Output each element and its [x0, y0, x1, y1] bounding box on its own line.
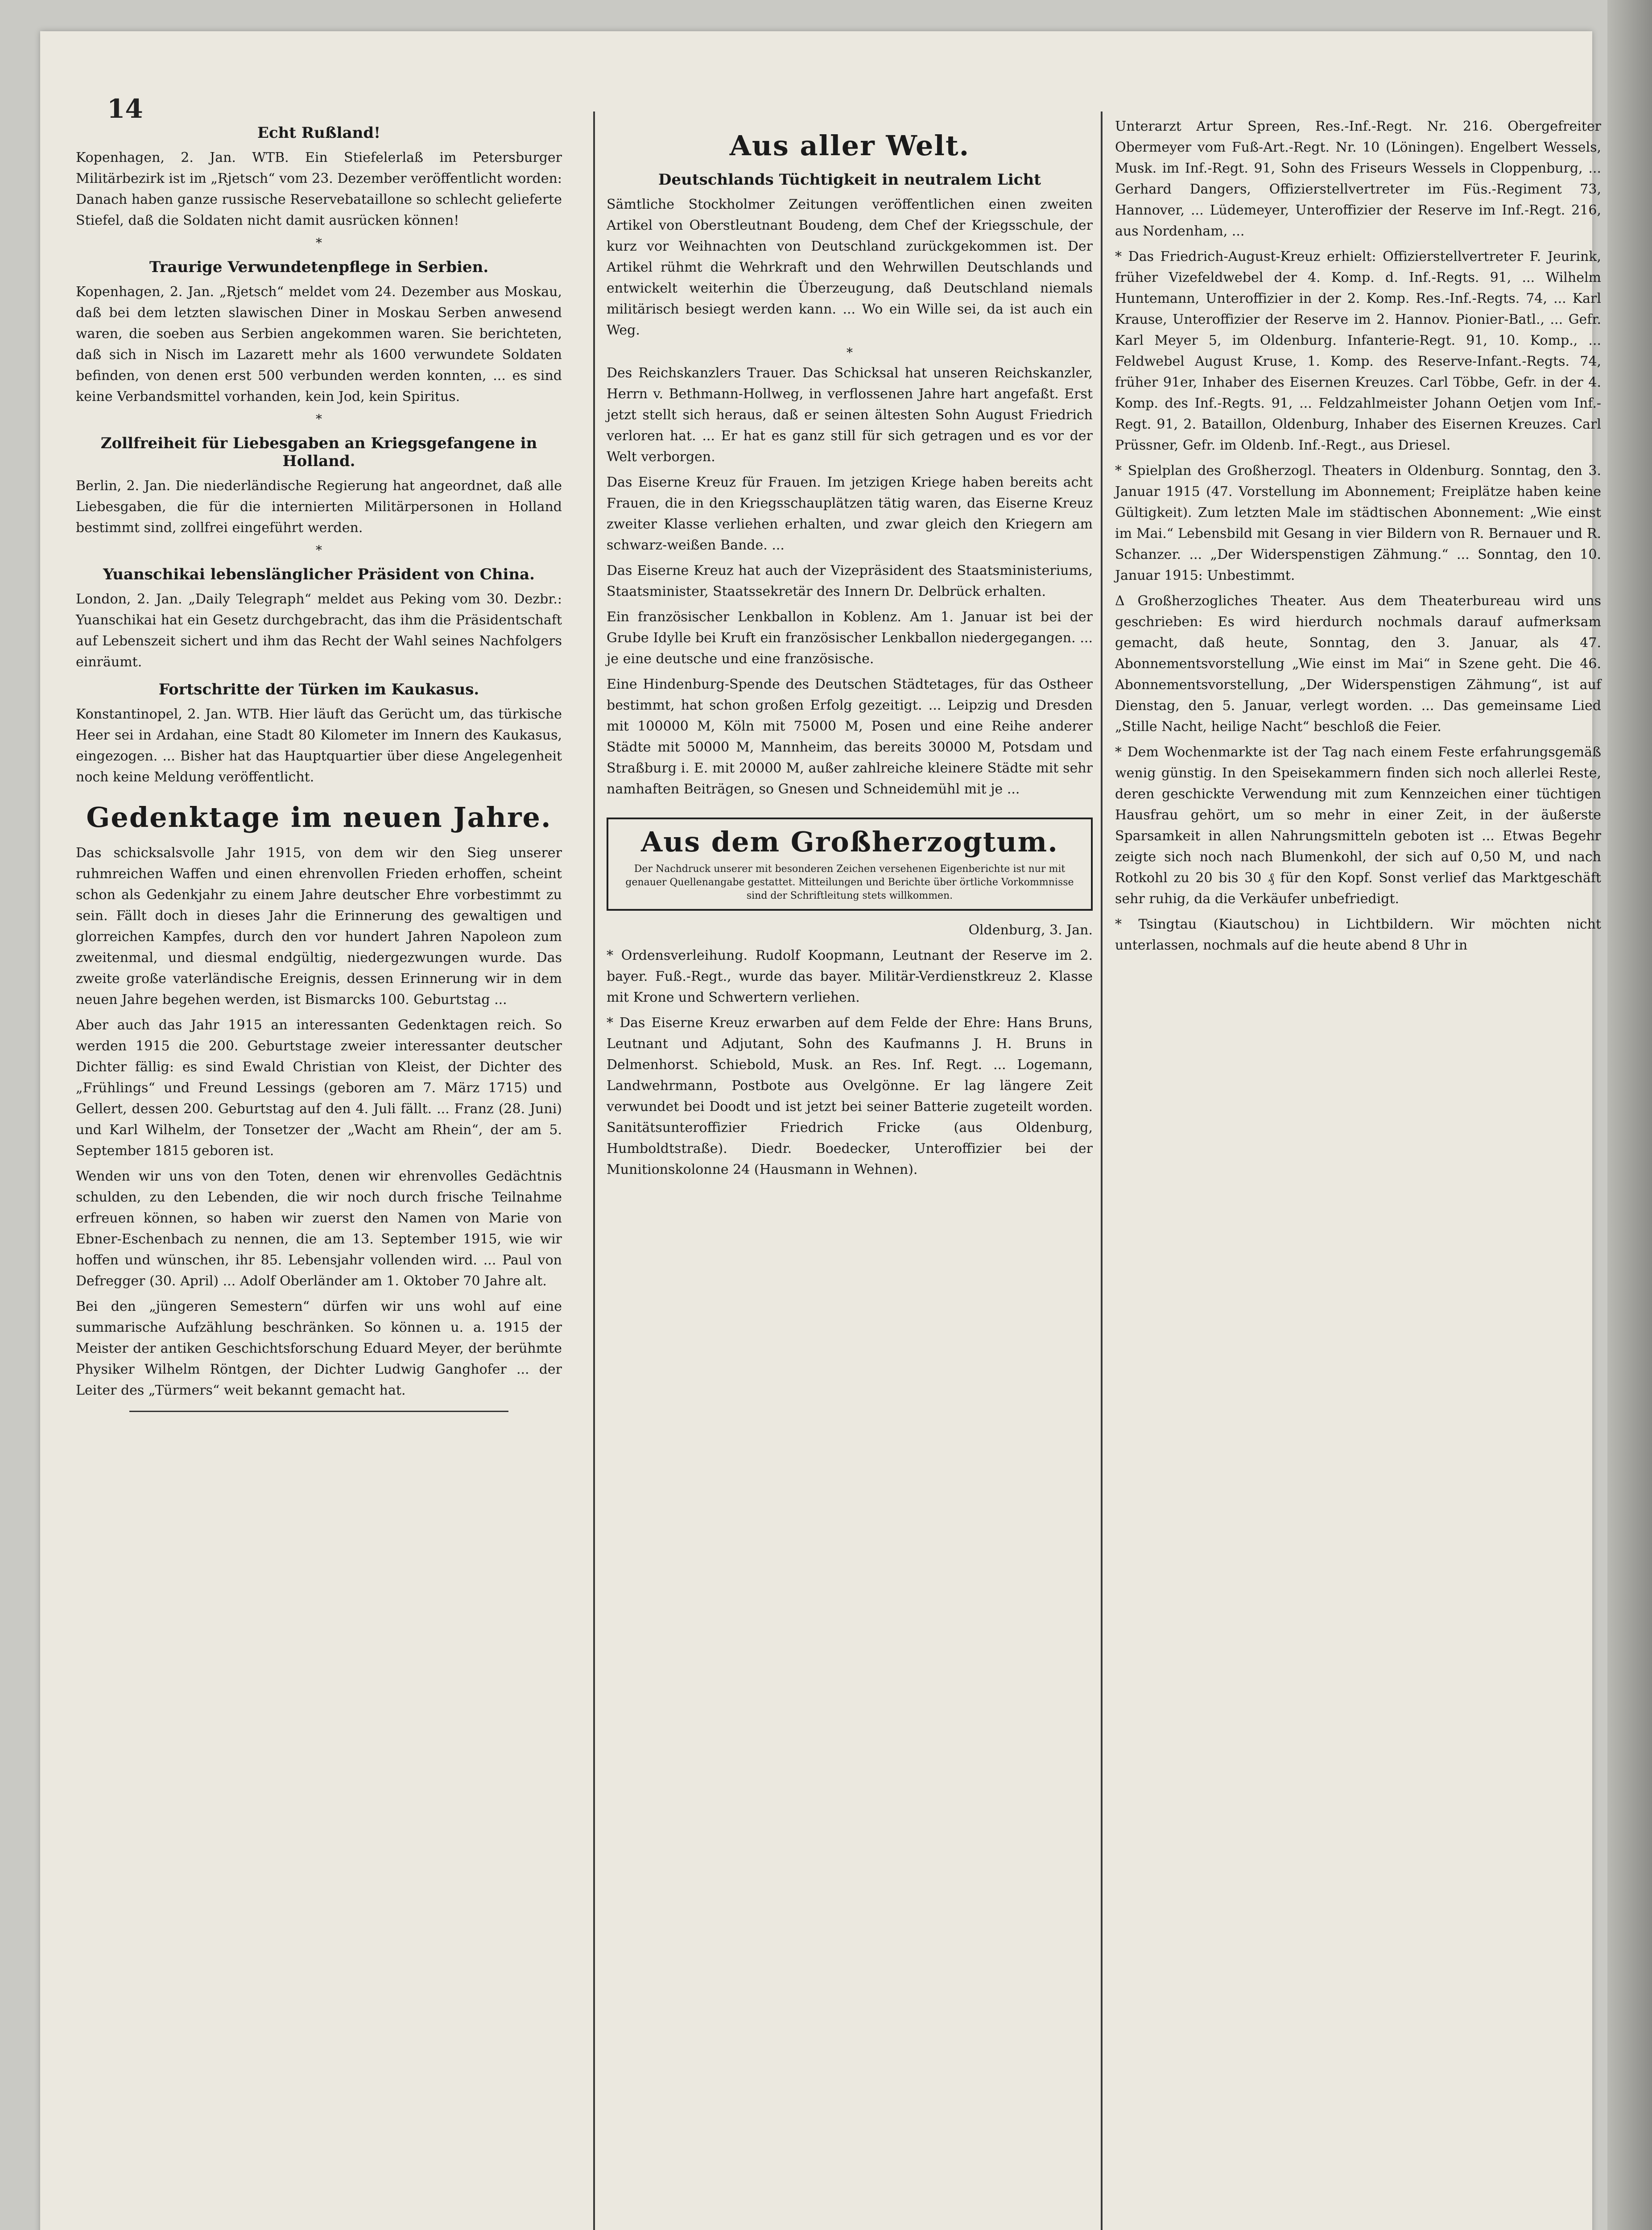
scan-edge [1607, 0, 1652, 2230]
headline: Echt Rußland! [257, 124, 381, 142]
article-text: Konstantinopel, 2. Jan. WTB. Hier läuft das Gerücht um, das türkische Heer sei in Ardahan, eine Stadt 80 Kilometer im Innern des Kaukasus, eingezogen. ... Bisher hat das Hauptquartier über diese Angelegenheit noch keine Meldung veröffentlicht. [76, 706, 562, 785]
section-title: Aus dem Großherzogtum. [641, 826, 1058, 858]
column-rule [593, 112, 595, 2230]
article-text: Wenden wir uns von den Toten, denen wir ehrenvolles Gedächtnis schulden, zu den Lebenden, die wir noch durch frische Teilnahme erfreuen können, so haben wir zuerst den Namen von Marie von Ebner-Eschenbach zu nennen, die am 13. September 1915, wie wir hoffen und wünschen, ihr 85. Lebensjahr vollenden wird. ... Paul von Defregger (30. April) ... Adolf Oberländer am 1. Oktober 70 Jahre alt. [76, 1169, 562, 1289]
article-text: Des Reichskanzlers Trauer. Das Schicksal hat unseren Reichskanzler, Herrn v. Bethmann-Hollweg, in verflossenen Jahre hart angefaßt. Erst jetzt stellt sich heraus, daß er seinen ältesten Sohn August Friedrich verloren hat. ... Er hat es ganz still für sich getragen und es vor der Welt verborgen. [607, 365, 1093, 465]
article-text: Berlin, 2. Jan. Die niederländische Regierung hat angeordnet, daß alle Liebesgaben, die für die internierten Militärpersonen in Holland bestimmt sind, zollfrei eingeführt werden. [76, 478, 562, 536]
article-text: * Spielplan des Großherzogl. Theaters in Oldenburg. Sonntag, den 3. Januar 1915 (47. Vorstellung im Abonnement; Freiplätze haben keine Gültigkeit). Zum letzten Male im städtischen Abonnement: „Wie einst im Mai.“ Lebensbild mit Gesang in vier Bildern von R. Bernauer und R. Schanzer. ... „Der Widerspenstigen Zähmung.“ ... Sonntag, den 10. Januar 1915: Unbestimmt. [1115, 463, 1601, 583]
article-text: London, 2. Jan. „Daily Telegraph“ meldet aus Peking vom 30. Dezbr.: Yuanschikai hat ein Gesetz durchgebracht, das ihm die Präsidentschaft auf Lebenszeit sichert und ihm das Recht der Wahl seines Nachfolgers einräumt. [76, 591, 562, 670]
article-text: Kopenhagen, 2. Jan. „Rjetsch“ meldet vom 24. Dezember aus Moskau, daß bei dem letzten slawischen Diner in Moskau Serben anwesend waren, die soeben aus Serbien angekommen waren. Sie berichteten, daß sich in Nisch im Lazarett mehr als 1600 verwundete Soldaten befinden, von denen erst 500 verbunden werden konnten, ... es sind keine Verbandsmittel vorhanden, kein Jod, kein Spiritus. [76, 284, 562, 405]
section-title: Gedenktage im neuen Jahre. [86, 801, 552, 834]
page-number: 14 [107, 94, 143, 124]
column-2 [607, 116, 1093, 1185]
column-3 [1115, 116, 1601, 960]
separator: * [847, 345, 853, 360]
article-text: * Das Eiserne Kreuz erwarben auf dem Felde der Ehre: Hans Bruns, Leutnant und Adjutant, Sohn des Kaufmanns J. H. Bruns in Delmenhorst. Schiebold, Musk. an Res. Inf. Regt. ... Logemann, Landwehrmann, Postbote aus Ovelgönne. Er lag längere Zeit verwundet bei Doodt und ist jetzt bei seiner Batterie zugeteilt worden. Sanitätsunteroffizier Friedrich Fricke (aus Oldenburg, Humboldtstraße). Diedr. Boedecker, Unteroffizier bei der Munitionskolonne 24 (Hausmann in Wehnen). [607, 1015, 1093, 1177]
article-text: * Das Friedrich-August-Kreuz erhielt: Offizierstellvertreter F. Jeurink, früher Vizefeldwebel der 4. Komp. d. Inf.-Regts. 91, ... Wilhelm Huntemann, Unteroffizier in der 2. Komp. Res.-Inf.-Regts. 74, ... Karl Krause, Unteroffizier der Reserve im 2. Hannov. Pionier-Batl., ... Gefr. Karl Meyer 5, im Oldenburg. Infanterie-Regt. 91, 10. Komp., ... Feldwebel August Kruse, 1. Komp. des Reserve-Infant.-Regts. 74, früher 91er, Inhaber des Eisernen Kreuzes. Carl Többe, Gefr. in der 4. Komp. des Inf.-Regts. 91, ... Feldzahlmeister Johann Oetjen vom Inf.-Regt. 91, 2. Bataillon, Oldenburg, Inhaber des Eisernen Kreuzes. Carl Prüssner, Gefr. im Oldenb. Inf.-Regt., aus Driesel. [1115, 249, 1601, 453]
section-title: Aus aller Welt. [729, 129, 970, 162]
article-text: Das Eiserne Kreuz für Frauen. Im jetzigen Kriege haben bereits acht Frauen, die in den Kriegsschauplätzen tätig waren, das Eiserne Kreuz zweiter Klasse verliehen erhalten, und zwar gleich den Kriegern am schwarz-weißen Bande. ... [607, 475, 1093, 553]
article-text: Kopenhagen, 2. Jan. WTB. Ein Stiefelerlaß im Petersburger Militärbezirk ist im „Rjetsch“ vom 23. Dezember veröffentlicht worden: Danach haben ganze russische Reservebataillone so schlecht gelieferte Stiefel, daß die Soldaten nicht damit ausrücken können! [76, 150, 562, 228]
article-text: * Dem Wochenmarkte ist der Tag nach einem Feste erfahrungsgemäß wenig günstig. In den Speisekammern finden sich noch allerlei Reste, deren geschickte Verwendung mit zum Kennzeichen einer tüchtigen Hausfrau gehört, um so mehr in einer Zeit, in der äußerste Sparsamkeit in allen Nahrungsmitteln geboten ist ... Etwas Begehr zeigte sich noch nach Blumenkohl, der sich auf 0,50 M, und nach Rotkohl zu 20 bis 30 ₰ für den Kopf. Sonst verlief das Marktgeschäft sehr ruhig, da die Verkäufer unbefriedigt. [1115, 744, 1601, 907]
headline: Deutschlands Tüchtigkeit in neutralem Licht [658, 171, 1041, 189]
separator: * [316, 235, 322, 250]
article-text: Das Eiserne Kreuz hat auch der Vizepräsident des Staatsministeriums, Staatsminister, Staatssekretär des Innern Dr. Delbrück erhalten. [607, 563, 1093, 599]
article-text: Eine Hindenburg-Spende des Deutschen Städtetages, für das Ostheer bestimmt, hat schon großen Erfolg gezeitigt. ... Leipzig und Dresden mit 100000 M, Köln mit 75000 M, Posen und eine Reihe anderer Städte mit 50000 M, Mannheim, das bereits 30000 M, Potsdam und Straßburg i. E. mit 20000 M, außer zahlreiche kleinere Städte mit sehr namhaften Beiträgen, so Gnesen und Schneidemühl mit je ... [607, 677, 1093, 797]
article-text: Unterarzt Artur Spreen, Res.-Inf.-Regt. Nr. 216. Obergefreiter Obermeyer vom Fuß-Art.-Regt. Nr. 10 (Löningen). Engelbert Wessels, Musk. im Inf.-Regt. 91, Sohn des Friseurs Wessels in Cloppenburg, ... Gerhard Dangers, Offizierstellvertreter im Füs.-Regiment 73, Hannover, ... Lüdemeyer, Unteroffizier der Reserve im Inf.-Regt. 216, aus Nordenham, ... [1115, 119, 1601, 239]
article-text: Das schicksalsvolle Jahr 1915, von dem wir den Sieg unserer ruhmreichen Waffen und einen ehrenvollen Frieden erhoffen, scheint schon als Gedenkjahr zu einem Jahre deutscher Ehre vorbestimmt zu sein. Fällt doch in dieses Jahr die Erinnerung des gewaltigen und glorreichen Kampfes, durch den vor hundert Jahren Napoleon zum zweitenmal, und diesmal endgültig, niedergezwungen wurde. Das zweite große vaterländische Ereignis, dessen Erinnerung wir in dem neuen Jahre begehen werden, ist Bismarcks 100. Geburtstag ... [76, 845, 562, 1008]
article-text: Sämtliche Stockholmer Zeitungen veröffentlichen einen zweiten Artikel von Oberstleutnant Boudeng, dem Chef der Kriegsschule, der kurz vor Weihnachten von Deutschland zurückgekommen ist. Der Artikel rühmt die Wehrkraft und den Wehrwillen Deutschlands und entwickelt weiterhin die Überzeugung, daß Deutschland niemals militärisch besiegt werden kann. ... Wo ein Wille sei, da ist auch ein Weg. [607, 197, 1093, 338]
article-text: Δ Großherzogliches Theater. Aus dem Theaterbureau wird uns geschrieben: Es wird hierdurch nochmals darauf aufmerksam gemacht, daß heute, Sonntag, den 3. Januar, als 47. Abonnementsvorstellung „Wie einst im Mai“ in Szene geht. Die 46. Abonnementsvorstellung, „Der Widerspenstigen Zähmung“, ist auf Dienstag, den 5. Januar, verlegt worden. ... Das gemeinsame Lied „Stille Nacht, heilige Nacht“ beschloß die Feier. [1115, 593, 1601, 735]
article-text: Aber auch das Jahr 1915 an interessanten Gedenktagen reich. So werden 1915 die 200. Geburtstage zweier interessanter deutscher Dichter fällig: es sind Ewald Christian von Kleist, der Dichter des „Frühlings“ und Freund Lessings (geboren am 7. März 1715) und Gellert, dessen 200. Geburtstag auf den 4. Juli fällt. ... Franz (28. Juni) und Karl Wilhelm, der Tonsetzer der „Wacht am Rhein“, der am 5. September 1815 geboren ist. [76, 1017, 562, 1159]
separator: * [316, 412, 322, 426]
separator: * [316, 543, 322, 558]
reprint-note: Der Nachdruck unserer mit besonderen Zeichen versehenen Eigenberichte ist nur mit genauer Quellenangabe gestattet. Mitteilungen und Berichte über örtliche Vorkommnisse sind der Schriftleitung stets willkommen. [625, 863, 1074, 901]
dateline: Oldenburg, 3. Jan. [968, 922, 1093, 938]
article-text: Bei den „jüngeren Semestern“ dürfen wir uns wohl auf eine summarische Aufzählung beschränken. So können u. a. 1915 der Meister der antiken Geschichtsforschung Eduard Meyer, der berühmte Physiker Wilhelm Röntgen, der Dichter Ludwig Ganghofer ... der Leiter des „Türmers“ weit bekannt gemacht hat. [76, 1299, 562, 1398]
article-text: * Tsingtau (Kiautschou) in Lichtbildern. Wir möchten nicht unterlassen, nochmals auf die heute abend 8 Uhr in [1115, 917, 1601, 953]
end-rule [129, 1411, 508, 1412]
column-rule [1101, 112, 1103, 2230]
column-1 [76, 116, 562, 1422]
headline: Yuanschikai lebenslänglicher Präsident von China. [103, 566, 535, 583]
headline: Zollfreiheit für Liebesgaben an Kriegsgefangene in Holland. [100, 434, 537, 470]
headline: Traurige Verwundetenpflege in Serbien. [149, 258, 489, 276]
article-text: Ein französischer Lenkballon in Koblenz. Am 1. Januar ist bei der Grube Idylle bei Kruft ein französischer Lenkballon niedergegangen. ... je eine deutsche und eine französische. [607, 609, 1093, 667]
section-box [607, 818, 1093, 911]
headline: Fortschritte der Türken im Kaukasus. [158, 681, 479, 698]
article-text: * Ordensverleihung. Rudolf Koopmann, Leutnant der Reserve im 2. bayer. Fuß.-Regt., wurde das bayer. Militär-Verdienstkreuz 2. Klasse mit Krone und Schwertern verliehen. [607, 948, 1093, 1005]
